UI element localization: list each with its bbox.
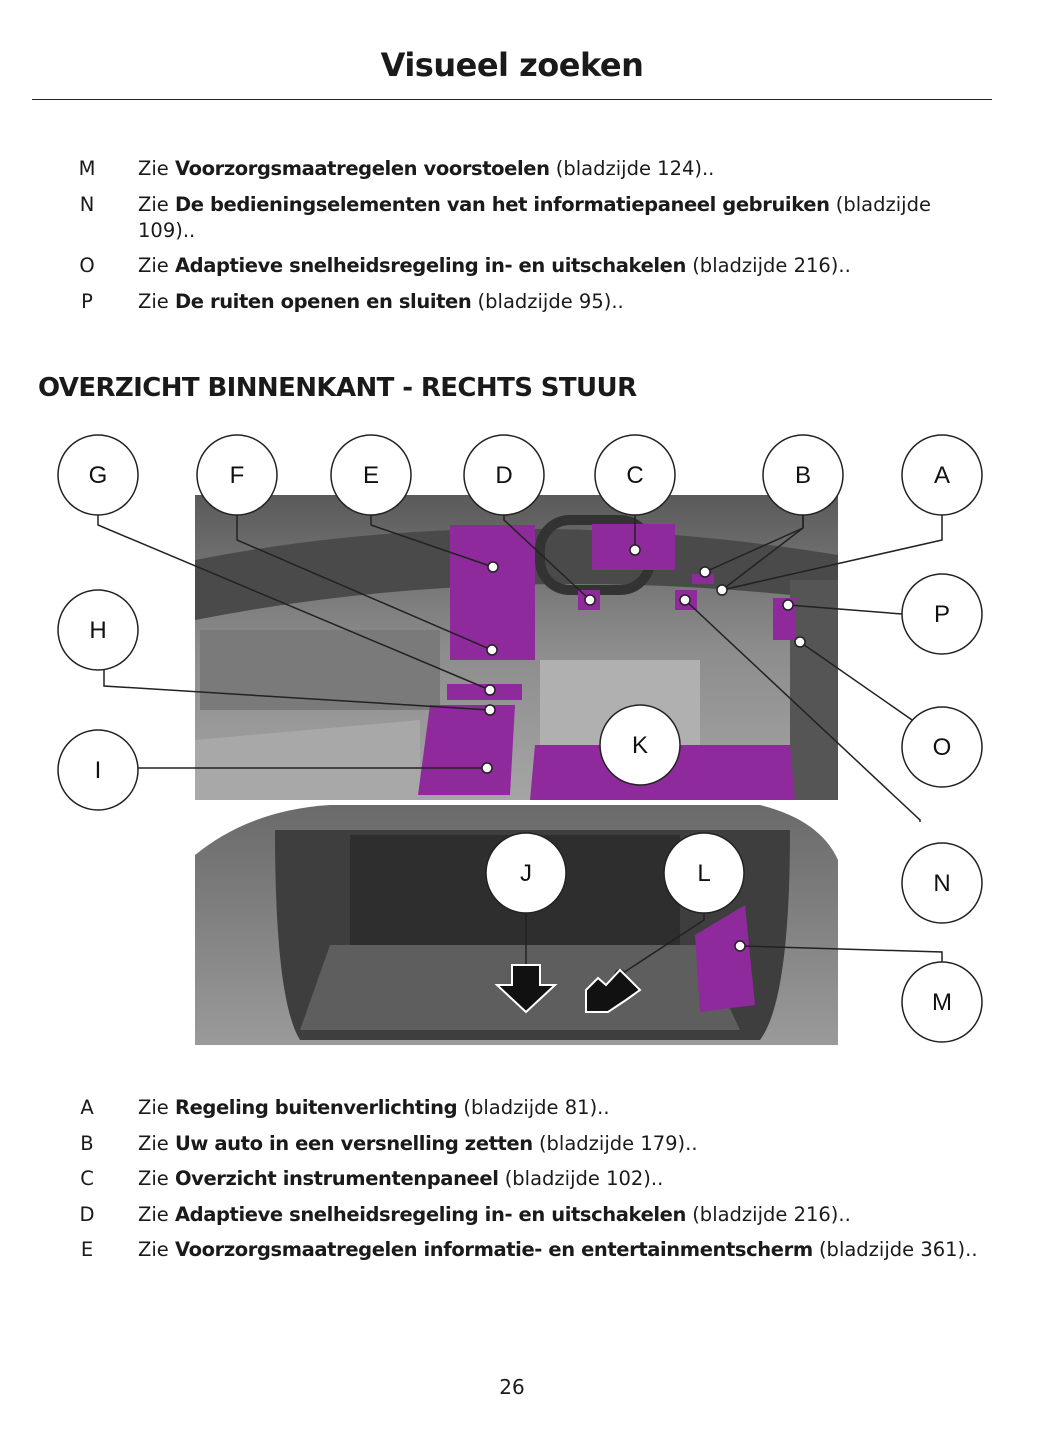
- legend-prefix: Zie: [138, 192, 169, 216]
- legend-item-p: [0, 289, 1000, 315]
- legend-page-ref: (bladzijde 81)..: [463, 1096, 610, 1119]
- bottom-legend-list: [0, 1095, 1000, 1273]
- legend-link[interactable]: De bedieningselementen van het informatiepaneel gebruiken: [174, 192, 830, 216]
- callout-label: E: [362, 462, 380, 489]
- legend-prefix: Zie: [138, 1202, 169, 1226]
- callout-a: [902, 435, 982, 515]
- legend-page-ref: (bladzijde 216)..: [692, 1202, 851, 1226]
- callout-j: [486, 833, 566, 913]
- legend-key: M: [78, 157, 96, 180]
- top-legend-list: [0, 156, 1000, 324]
- legend-page-ref: (bladzijde 179)..: [538, 1131, 698, 1155]
- legend-item-n: [0, 192, 1000, 244]
- legend-link[interactable]: Uw auto in een versnelling zetten: [174, 1131, 533, 1155]
- callout-label: M: [932, 989, 952, 1016]
- legend-key: C: [80, 1167, 94, 1190]
- legend-item-b: [0, 1131, 1000, 1157]
- callout-o: [902, 707, 982, 787]
- legend-link[interactable]: Overzicht instrumentenpaneel: [174, 1167, 499, 1190]
- title-divider: [32, 99, 992, 100]
- callout-label: G: [88, 462, 108, 489]
- legend-link[interactable]: Voorzorgsmaatregelen voorstoelen: [174, 157, 550, 180]
- highlight-left-seat: [418, 705, 515, 795]
- callout-b: [763, 435, 843, 515]
- legend-link[interactable]: Regeling buitenverlichting: [174, 1096, 458, 1119]
- callout-label: O: [932, 734, 952, 761]
- legend-page-ref: (bladzijde 361)..: [818, 1238, 978, 1261]
- section-heading: OVERZICHT BINNENKANT - RECHTS STUUR: [38, 373, 637, 403]
- legend-item-m: [0, 156, 1000, 182]
- page-number: 26: [499, 1375, 525, 1399]
- callout-e: [331, 435, 411, 515]
- legend-prefix: Zie: [138, 1238, 169, 1261]
- callout-label: J: [520, 860, 532, 887]
- callout-label: A: [933, 462, 951, 489]
- callout-l: [664, 833, 744, 913]
- callout-label: I: [94, 757, 102, 784]
- legend-item-o: [0, 253, 1000, 279]
- callout-d: [464, 435, 544, 515]
- legend-prefix: Zie: [138, 254, 169, 277]
- callout-p: [902, 574, 982, 654]
- legend-key: O: [79, 254, 95, 277]
- legend-prefix: Zie: [138, 1096, 169, 1119]
- legend-prefix: Zie: [138, 289, 169, 313]
- legend-key: B: [80, 1131, 94, 1155]
- legend-key: E: [80, 1238, 94, 1261]
- callout-n: [902, 843, 982, 923]
- legend-key: D: [79, 1202, 95, 1226]
- legend-page-ref: (bladzijde 109)..: [138, 192, 931, 242]
- legend-item-d: [0, 1202, 1000, 1228]
- interior-overview-figure: [0, 420, 1055, 1060]
- callout-label: F: [229, 462, 245, 489]
- legend-item-a: [0, 1095, 1000, 1121]
- legend-prefix: Zie: [138, 1131, 169, 1155]
- callout-label: P: [933, 601, 951, 628]
- highlight-console: [447, 684, 522, 700]
- legend-prefix: Zie: [138, 1167, 169, 1190]
- callout-g: [58, 435, 138, 515]
- legend-page-ref: (bladzijde 124)..: [555, 157, 715, 180]
- page-title: Visueel zoeken: [380, 46, 644, 84]
- callout-c: [595, 435, 675, 515]
- callout-k: [600, 705, 680, 785]
- legend-page-ref: (bladzijde 102)..: [504, 1167, 664, 1190]
- legend-item-c: [0, 1166, 1000, 1192]
- callout-label: L: [697, 860, 711, 887]
- callout-label: N: [933, 870, 951, 897]
- legend-page-ref: (bladzijde 216)..: [692, 254, 851, 277]
- legend-link[interactable]: De ruiten openen en sluiten: [174, 289, 472, 313]
- callout-h: [58, 590, 138, 670]
- legend-key: A: [80, 1096, 94, 1119]
- legend-key: N: [79, 192, 95, 216]
- callout-label: K: [631, 732, 649, 759]
- callout-label: C: [626, 462, 644, 489]
- legend-link[interactable]: Voorzorgsmaatregelen informatie- en entertainmentscherm: [174, 1238, 813, 1261]
- callout-f: [197, 435, 277, 515]
- legend-item-e: [0, 1237, 1000, 1263]
- callout-m: [902, 962, 982, 1042]
- legend-prefix: Zie: [138, 157, 169, 180]
- legend-key: P: [81, 289, 93, 313]
- legend-link[interactable]: Adaptieve snelheidsregeling in- en uitschakelen: [174, 1202, 686, 1226]
- callout-label: D: [495, 462, 513, 489]
- callout-i: [58, 730, 138, 810]
- legend-page-ref: (bladzijde 95)..: [477, 289, 624, 313]
- legend-link[interactable]: Adaptieve snelheidsregeling in- en uitschakelen: [174, 254, 686, 277]
- highlight-screen: [450, 525, 535, 660]
- callout-label: B: [794, 462, 812, 489]
- callout-label: H: [89, 617, 107, 644]
